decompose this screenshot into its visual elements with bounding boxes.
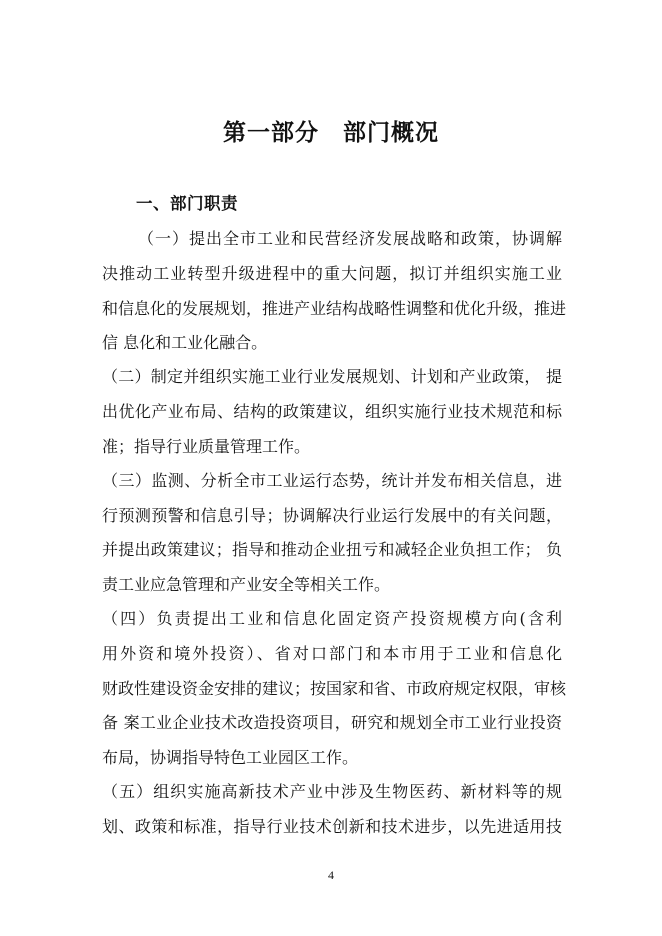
paragraph-line: （二）制定并组织实施工业行业发展规划、计划和产业政策， 提 (102, 367, 562, 386)
paragraph-line: 划、政策和标准，指导行业技术创新和技术进步，以先进适用技 (102, 817, 562, 836)
paragraph-line: （三）监测、分析全市工业运行态势，统计并发布相关信息，进 (102, 471, 562, 490)
paragraph-line: 准；指导行业质量管理工作。 (102, 437, 311, 456)
paragraph-line: 责工业应急管理和产业安全等相关工作。 (102, 575, 391, 594)
paragraph-line: 出优化产业布局、结构的政策建议，组织实施行业技术规范和标 (102, 402, 562, 421)
paragraph-line: 布局，协调指导特色工业园区工作。 (102, 748, 359, 767)
paragraph-line: 行预测预警和信息引导；协调解决行业运行发展中的有关问题， (102, 506, 562, 525)
paragraph-line: 决推动工业转型升级进程中的重大问题，拟订并组织实施工业 (102, 264, 562, 283)
paragraph-line: 备 案工业企业技术改造投资项目，研究和规划全市工业行业投资 (102, 713, 562, 732)
section-heading: 一、部门职责 (136, 194, 238, 213)
page-title: 第一部分 部门概况 (223, 120, 439, 146)
paragraph-line: 信 息化和工业化融合。 (102, 333, 268, 352)
paragraph-line: （一）提出全市工业和民营经济发展战略和政策，协调解 (138, 229, 562, 248)
page-number: 4 (328, 868, 334, 882)
paragraph-line: 并提出政策建议；指导和推动企业扭亏和减轻企业负担工作； 负 (102, 540, 562, 559)
paragraph-line: （五）组织实施高新技术产业中涉及生物医药、新材料等的规 (102, 782, 562, 801)
paragraph-line: 财政性建设资金安排的建议；按国家和省、市政府规定权限，审核 (102, 679, 567, 698)
paragraph-line: 和信息化的发展规划，推进产业结构战略性调整和优化升级，推进 (102, 299, 567, 318)
paragraph-line: （四）负责提出工业和信息化固定资产投资规模方向(含利 (102, 609, 562, 628)
paragraph-line: 用外资和境外投资）、省对口部门和本市用于工业和信息化 (102, 644, 562, 663)
